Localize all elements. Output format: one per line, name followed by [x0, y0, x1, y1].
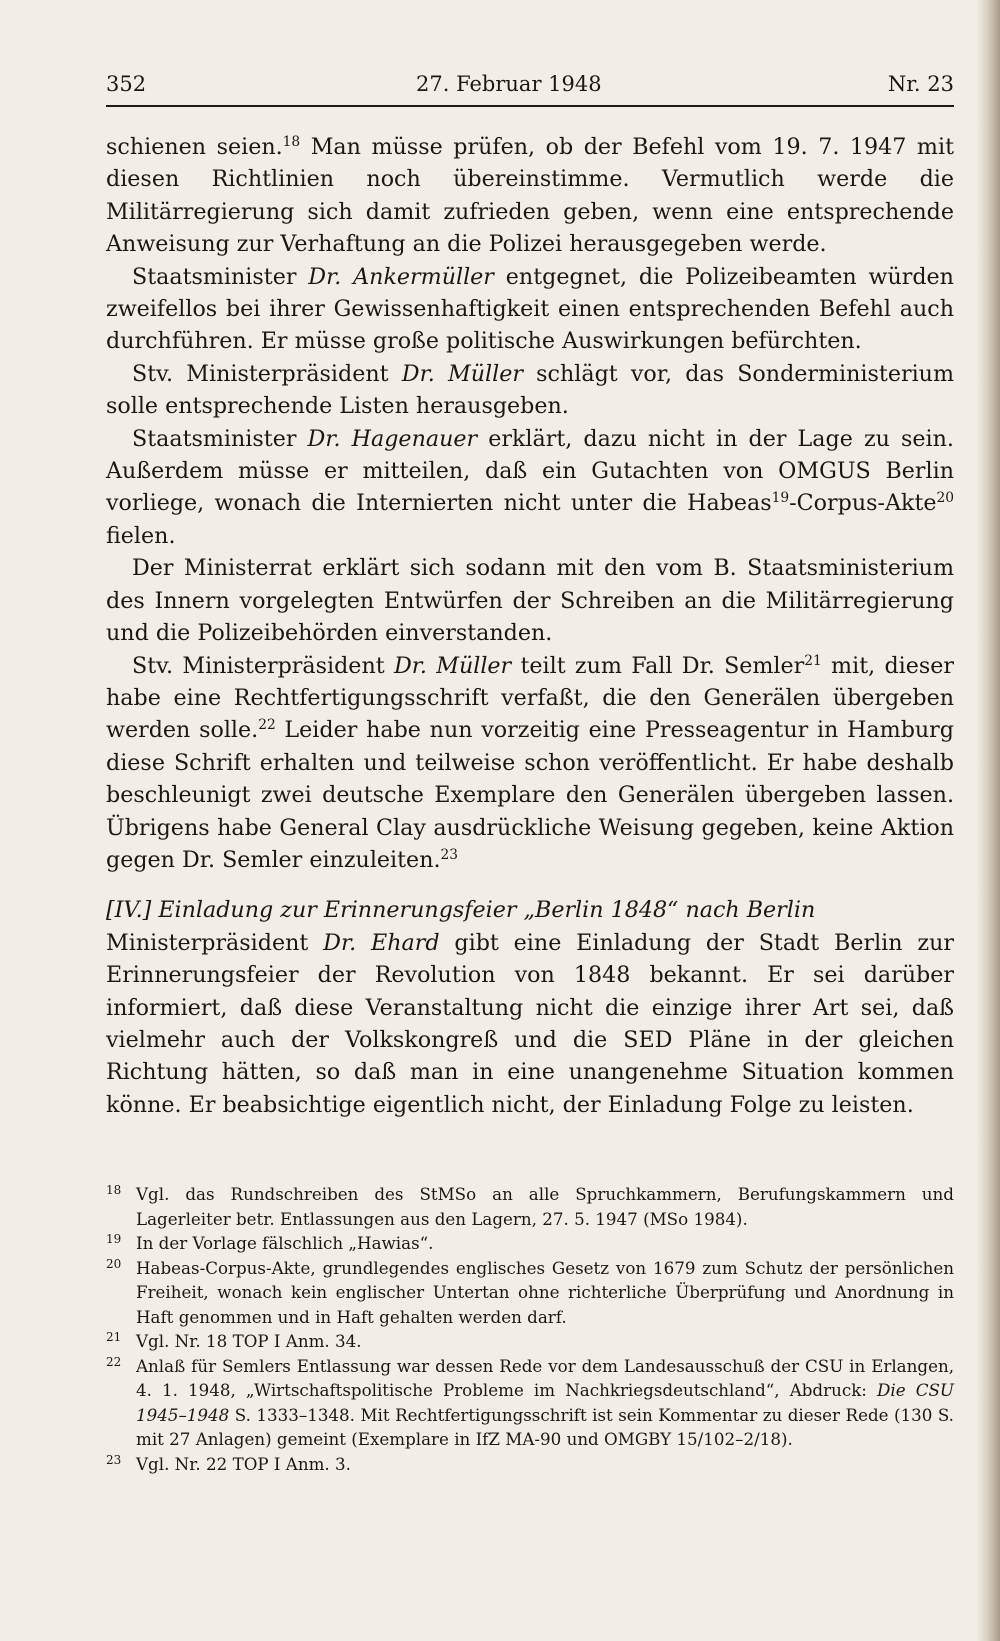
footnote-18: [106, 1182, 954, 1231]
footnote-text: S. 1333–1348. Mit Rechtfertigungsschrift ist sein Kommentar zu dieser Rede (130 S. mit 27 Anlagen) gemeint (Exemplare in IfZ MA-90 und OMGBY 15/102–2/18).: [136, 1404, 954, 1449]
footnote-text: In der Vorlage fälschlich „Hawias“.: [136, 1233, 434, 1253]
footnote-20: [106, 1256, 954, 1330]
section-heading: [IV.] Einladung zur Erinnerungsfeier „Berlin 1848“ nach Berlin: [106, 897, 816, 924]
footnote-22: [106, 1354, 954, 1452]
paragraph-5: Der Ministerrat erklärt sich sodann mit den vom B. Staatsministerium des Innern vorgelegten Entwürfen der Schreiben an die Militärregierung und die Polizeibehörden einverstanden.: [106, 555, 954, 647]
footnote-text: Vgl. Nr. 18 TOP I Anm. 34.: [136, 1331, 362, 1351]
header-rule: [106, 105, 954, 107]
running-header: [106, 72, 954, 106]
page-number: 352: [106, 72, 147, 96]
footnote-number: 18: [106, 1183, 122, 1197]
footnote-number: 23: [106, 1452, 122, 1467]
header-date: 27. Februar 1948: [416, 72, 602, 96]
paragraph-7: [106, 927, 954, 1121]
speaker-name: Dr. Hagenauer: [307, 425, 478, 452]
footnote-text: Habeas-Corpus-Akte, grundlegendes englisches Gesetz von 1679 zum Schutz der persönlichen Freiheit, wonach kein englischer Untertan ohne richterliche Überprüfung und Anordnung in Haft genommen und in Haft gehalten werden darf.: [136, 1257, 954, 1327]
footnote-ref-18[interactable]: 18: [282, 134, 301, 151]
footnote-21: [106, 1329, 954, 1354]
speaker-role: Stv. Ministerpräsident: [132, 360, 402, 387]
text: entgegnet, die Polizeibeamten würden zweifellos bei ihrer Gewissenhaftigkeit einen entsprechenden Befehl auch durchführen. Er müsse große politische Auswirkungen befürchten.: [106, 263, 954, 355]
footnote-source-title: Die CSU 1945–1948: [136, 1380, 954, 1425]
text: gibt eine Einladung der Stadt Berlin zur Erinnerungsfeier der Revolution von 1848 bekannt. Er sei darüber informiert, daß diese Veranstaltung nicht die einzige ihrer Art sei, daß vielmehr auch der Volkskongreß und die SED Pläne in der gleichen Richtung hätten, so daß man in eine unangenehme Situation kommen könne. Er beabsichtige eigentlich nicht, der Einladung Folge zu leisten.: [106, 929, 954, 1118]
speaker-role: Ministerpräsident: [106, 929, 324, 956]
footnote-number: 20: [106, 1256, 122, 1271]
footnote-ref-22[interactable]: 22: [258, 717, 276, 734]
text: schienen seien.: [106, 134, 283, 160]
paragraph-4: [106, 423, 954, 553]
footnote-ref-23[interactable]: 23: [440, 846, 459, 863]
page-edge-shadow: [976, 0, 1000, 1641]
text: schlägt vor, das Sonderministerium solle entsprechende Listen herausgeben.: [106, 360, 954, 420]
footnote-text: Vgl. Nr. 22 TOP I Anm. 3.: [136, 1453, 351, 1474]
speaker-name: Dr. Ankermüller: [308, 263, 494, 290]
speaker-name: Dr. Ehard: [323, 929, 440, 956]
footnote-number: 22: [106, 1354, 122, 1369]
footnote-ref-20[interactable]: 20: [936, 490, 954, 507]
footnote-number: 19: [106, 1232, 122, 1246]
footnote-19: [106, 1231, 954, 1256]
text: -Corpus-Akte: [789, 490, 937, 517]
text: Man müsse prüfen, ob der Befehl vom 19. 7. 1947 mit diesen Richtlinien noch übereinstimme. Vermutlich werde die Militärregierung sich damit zufrieden geben, wenn eine entsprechende Anweisung zur Verhaftung an die Polizei herausgegeben werde.: [106, 134, 954, 258]
header-issue-number: Nr. 23: [887, 72, 954, 96]
text: erklärt, dazu nicht in der Lage zu sein. Außerdem müsse er mitteilen, daß ein Gutachten von OMGUS Berlin vorliege, wonach die Internierten nicht unter die Habeas: [106, 425, 954, 517]
speaker-role: Stv. Ministerpräsident: [132, 652, 394, 679]
speaker-name: Dr. Müller: [401, 360, 523, 387]
paragraph-2: [106, 261, 954, 358]
speaker-name: Dr. Müller: [393, 652, 512, 679]
speaker-role: Staatsminister: [132, 425, 308, 452]
text: mit, dieser habe eine Rechtfertigungsschrift verfaßt, die den Generälen übergeben werden solle.: [106, 652, 954, 744]
footnote-ref-19[interactable]: 19: [771, 490, 790, 507]
footnote-23: [106, 1452, 954, 1477]
text: Leider habe nun vorzeitig eine Presseagentur in Hamburg diese Schrift erhalten und teilweise schon veröffentlicht. Er habe deshalb beschleunigt zwei deutsche Exemplare den Generälen übergeben lassen. Übrigens habe General Clay ausdrückliche Weisung gegeben, keine Aktion gegen Dr. Semler einzuleiten.: [106, 717, 954, 873]
footnote-number: 21: [106, 1330, 122, 1344]
paragraph-6: [106, 650, 954, 877]
main-text: [106, 131, 954, 1121]
speaker-role: Staatsminister: [132, 263, 309, 290]
paragraph-1: [106, 131, 954, 261]
footnotes: [106, 1182, 954, 1476]
text: fielen.: [106, 522, 176, 549]
footnote-text: Anlaß für Semlers Entlassung war dessen Rede vor dem Landesausschuß der CSU in Erlangen, 4. 1. 1948, „Wirtschaftspolitische Probleme im Nachkriegsdeutschland“, Abdruck:: [136, 1355, 954, 1400]
footnote-text: Vgl. das Rundschreiben des StMSo an alle Spruchkammern, Berufungskammern und Lagerleiter betr. Entlassungen aus den Lagern, 27. 5. 1947 (MSo 1984).: [136, 1184, 954, 1229]
text: teilt zum Fall Dr. Semler: [511, 652, 805, 679]
paragraph-3: [106, 358, 954, 423]
footnote-ref-21[interactable]: 21: [804, 652, 822, 669]
